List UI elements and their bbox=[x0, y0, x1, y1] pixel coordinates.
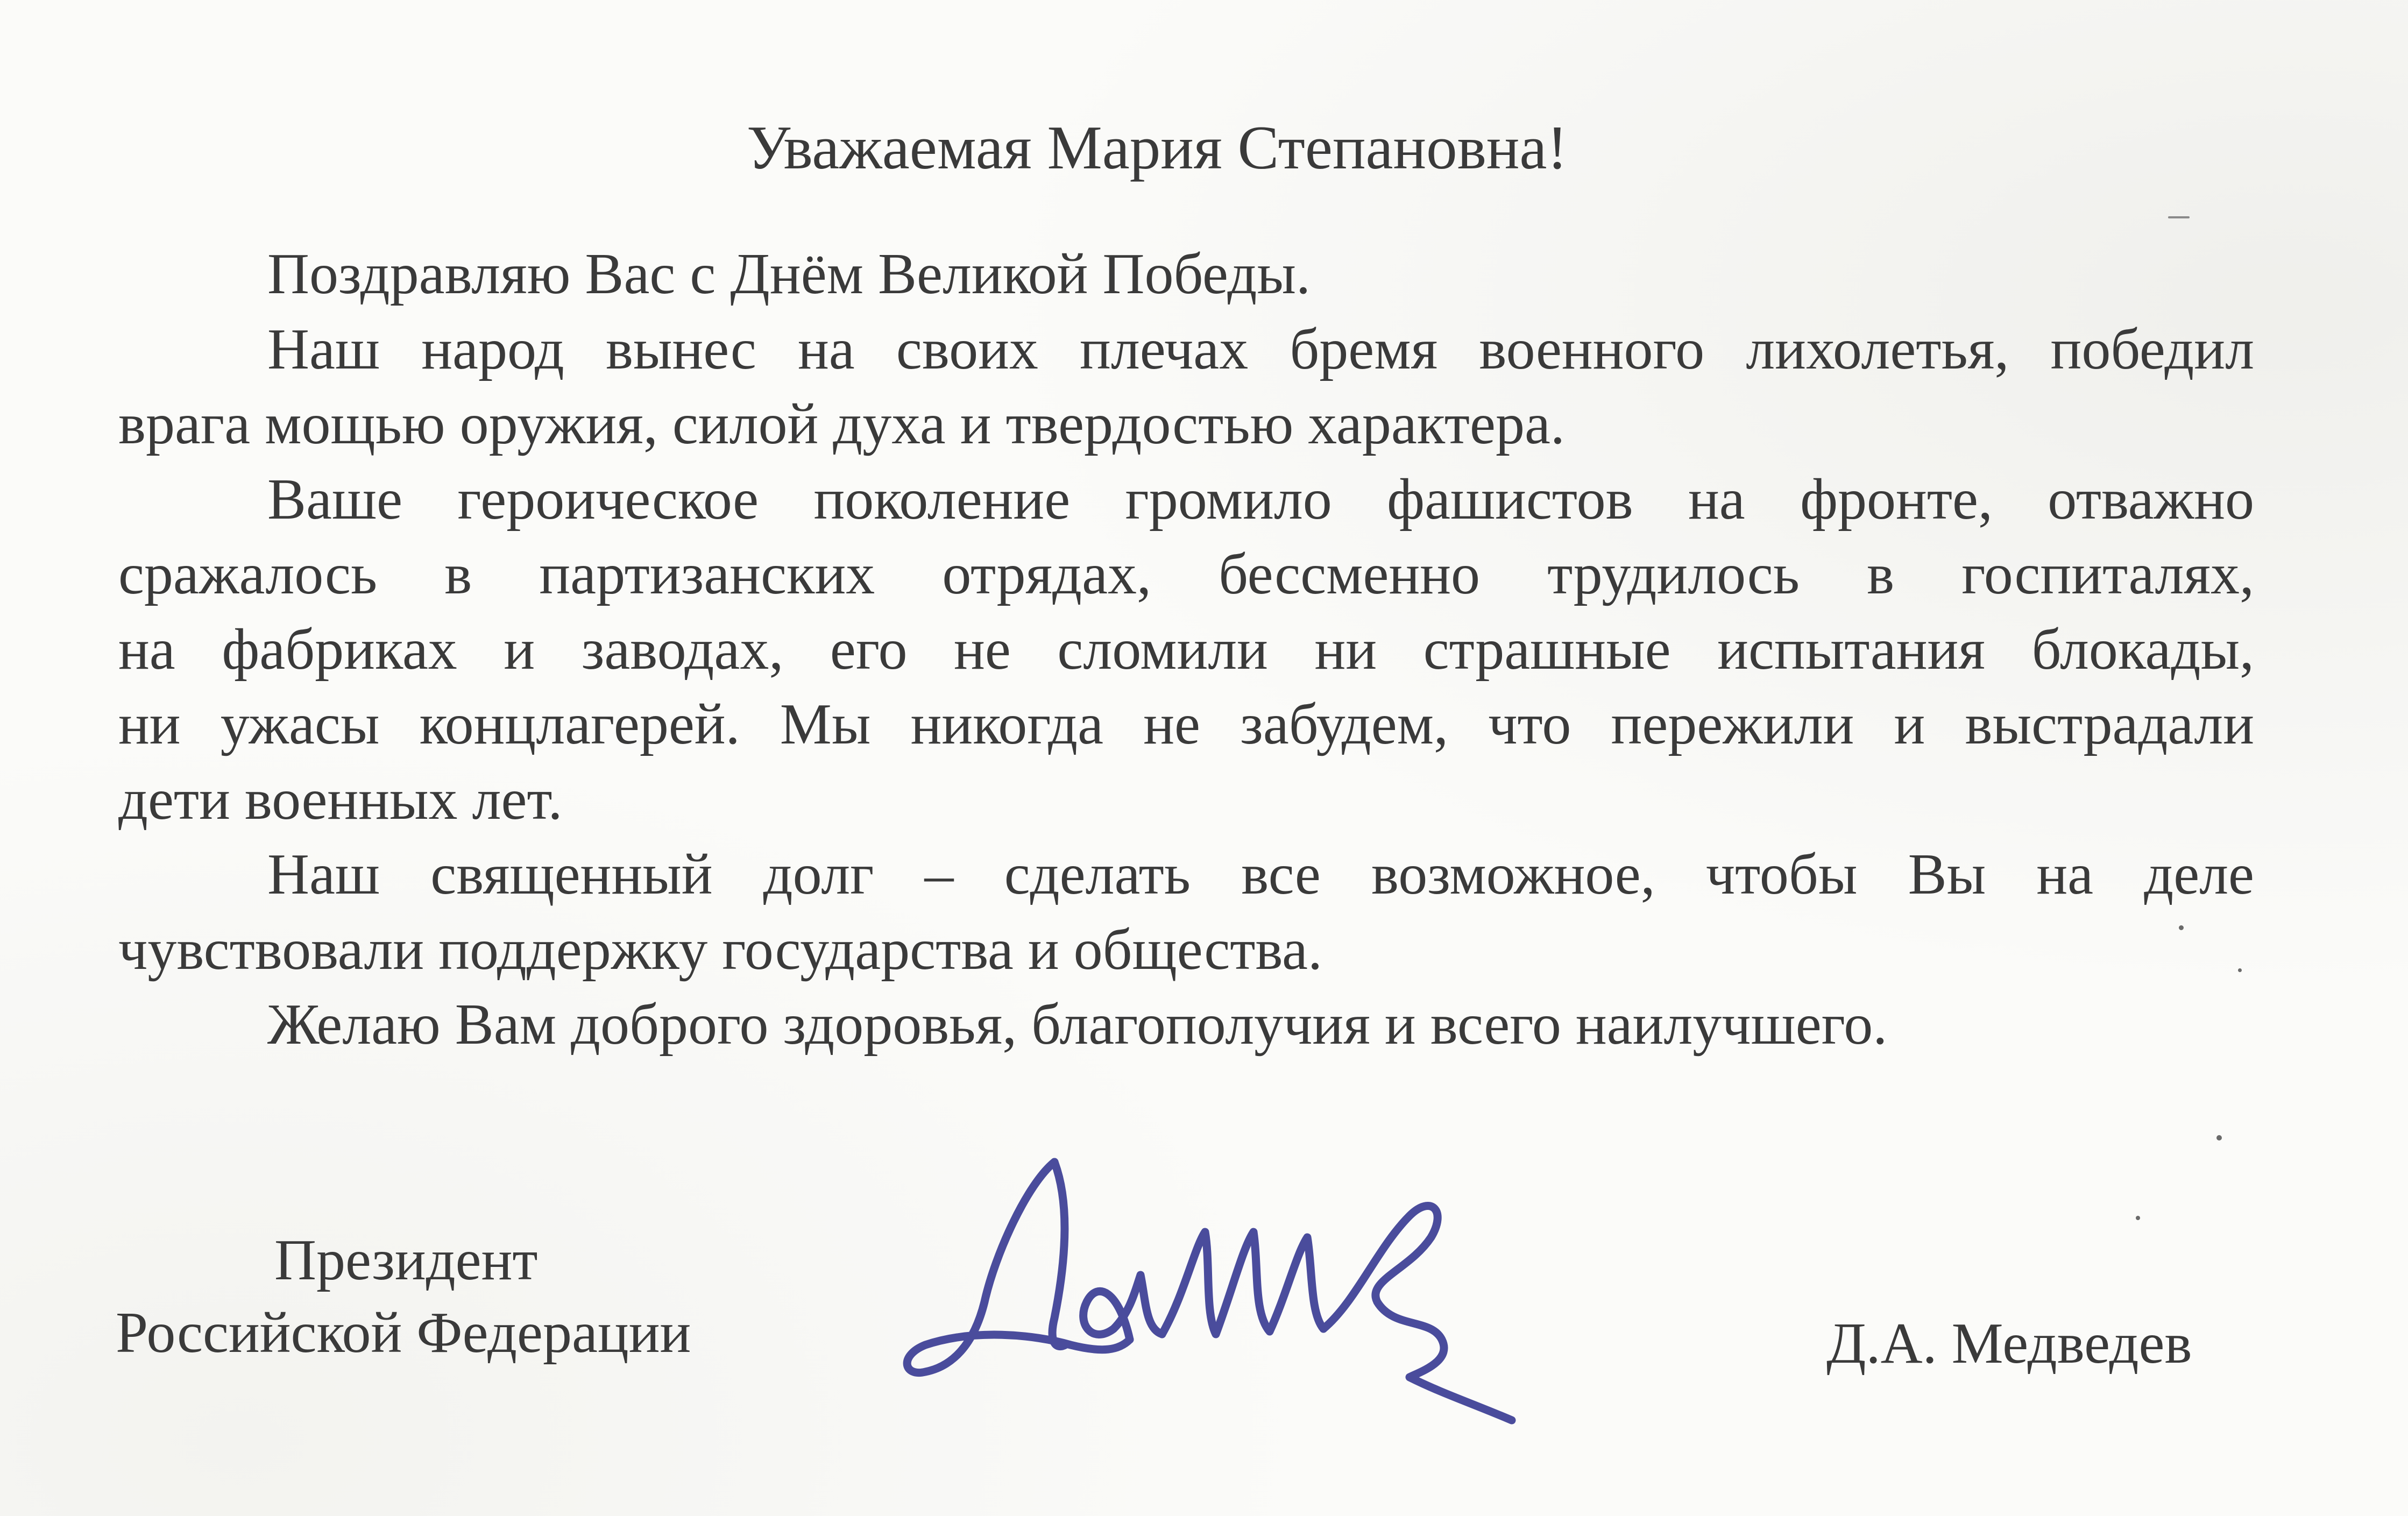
paragraph-2-line-2: врага мощью оружия, силой духа и твердостью характера. bbox=[118, 392, 1565, 456]
paragraph-1-line-1: Поздравляю Вас с Днём Великой Победы. bbox=[267, 242, 1311, 306]
paragraph-4-line-1: Наш священный долг – сделать все возможное, чтобы Вы на деле bbox=[267, 842, 2254, 906]
paragraph-4-line-2: чувствовали поддержку государства и общества. bbox=[118, 917, 1322, 982]
scan-speck bbox=[2179, 925, 2184, 930]
scan-speck bbox=[2238, 968, 2242, 972]
signatory-name: Д.А. Медведев bbox=[1826, 1312, 2192, 1376]
scan-speck bbox=[2136, 1216, 2140, 1220]
paragraph-3-line-1: Ваше героическое поколение громило фашистов на фронте, отважно bbox=[267, 467, 2254, 532]
salutation: Уважаемая Мария Степановна! bbox=[747, 114, 1568, 182]
paragraph-3-line-3: на фабриках и заводах, его не сломили ни страшные испытания блокады, bbox=[118, 617, 2254, 682]
handwritten-signature bbox=[893, 1140, 1635, 1431]
scan-speck bbox=[2216, 1135, 2222, 1140]
paragraph-3-line-5: дети военных лет. bbox=[118, 767, 563, 832]
letter-body bbox=[118, 237, 2254, 1062]
paragraph-3-line-4: ни ужасы концлагерей. Мы никогда не забудем, что пережили и выстрадали bbox=[118, 692, 2254, 756]
signatory-title bbox=[116, 1224, 691, 1369]
paragraph-3-line-2: сражалось в партизанских отрядах, бессменно трудилось в госпиталях, bbox=[118, 542, 2254, 606]
signatory-title-line-2: Российской Федерации bbox=[116, 1301, 691, 1365]
paragraph-2-line-1: Наш народ вынес на своих плечах бремя военного лихолетья, победил bbox=[267, 317, 2254, 381]
scan-speck bbox=[2168, 216, 2190, 218]
paragraph-5-line-1: Желаю Вам доброго здоровья, благополучия и всего наилучшего. bbox=[267, 993, 1888, 1057]
signatory-title-line-1: Президент bbox=[274, 1228, 538, 1292]
